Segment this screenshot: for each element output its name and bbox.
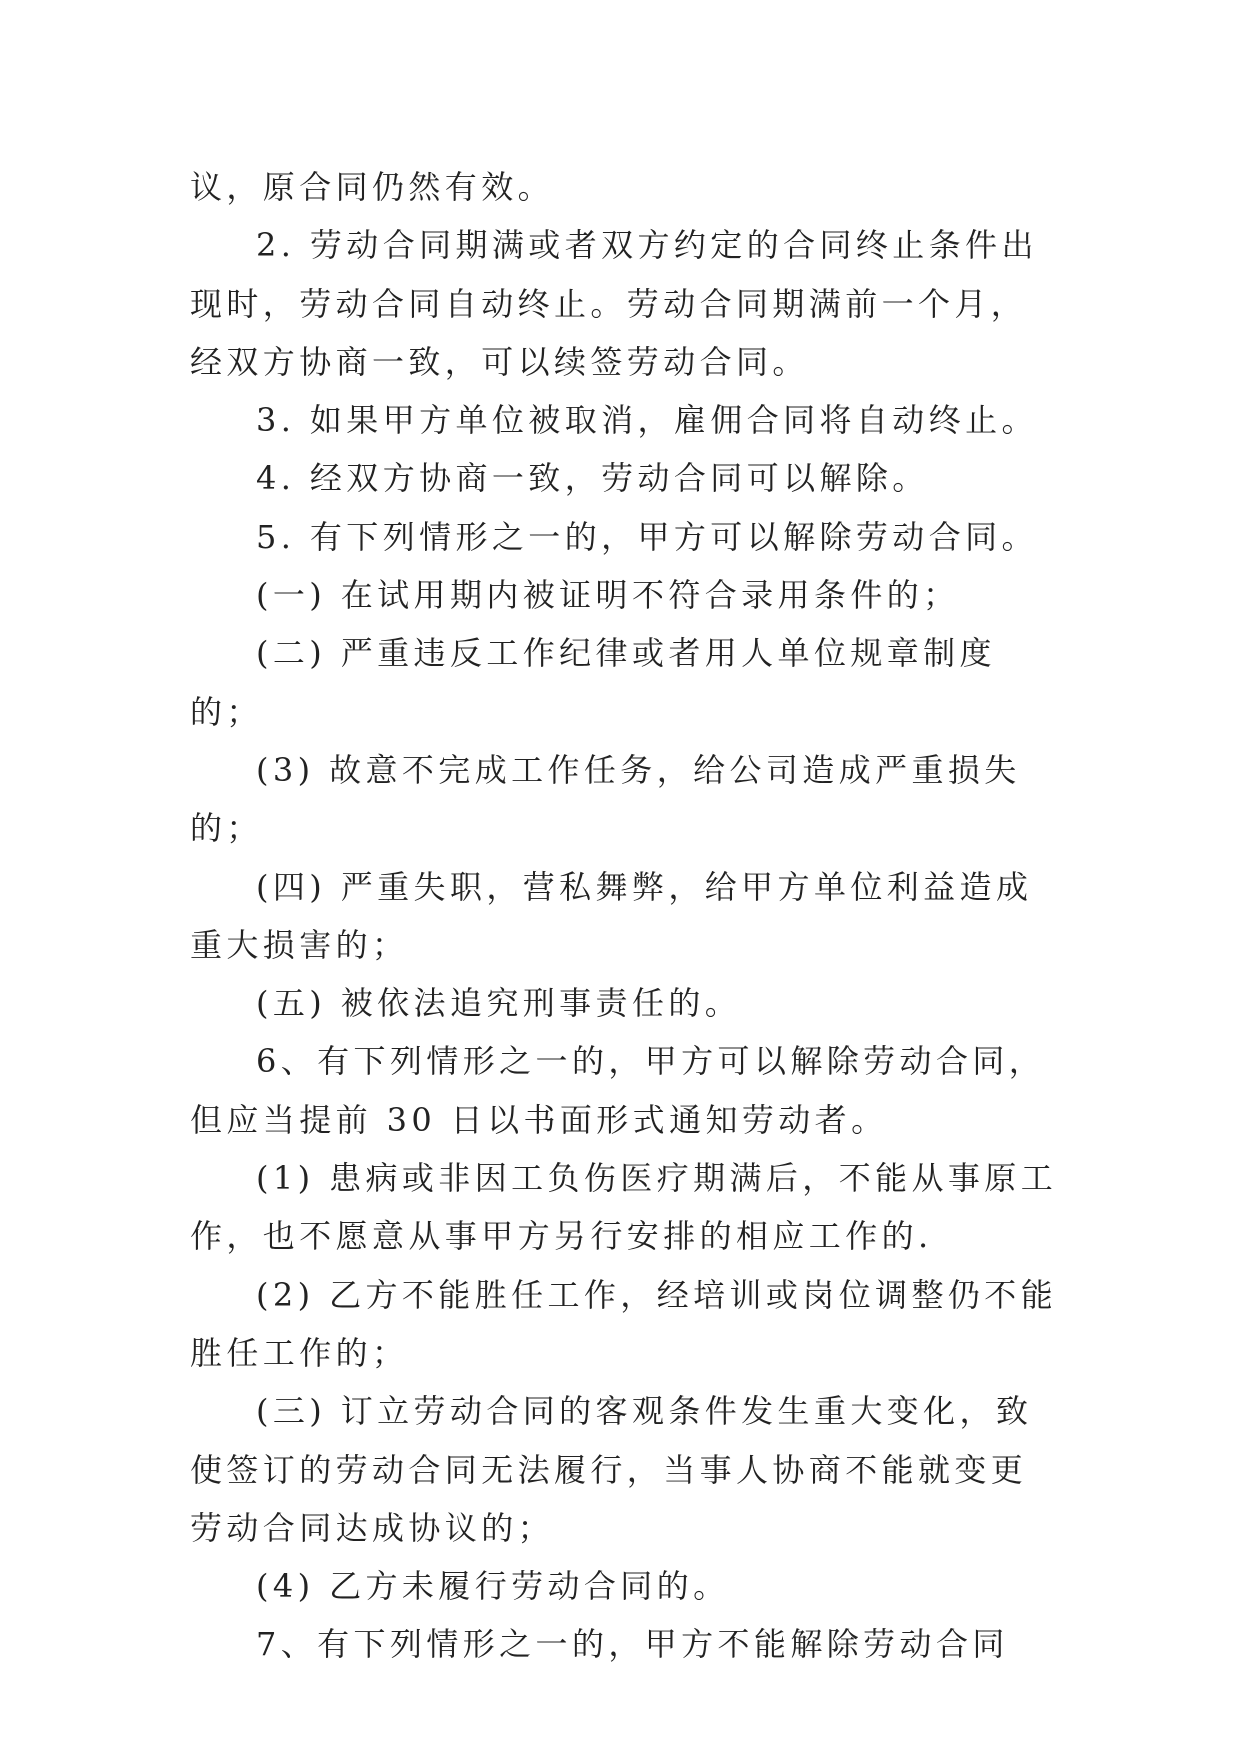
paragraph-item-5-3: (3) 故意不完成工作任务，给公司造成严重损失的； (190, 750, 1021, 848)
paragraph-item-6-3: (三) 订立劳动合同的客观条件发生重大变化，致使签订的劳动合同无法履行，当事人协商不能就变更劳动合同达成协议的； (190, 1392, 1033, 1547)
paragraph-item-6-1: (1) 患病或非因工负伤医疗期满后，不能从事原工作，也不愿意从事甲方另行安排的相应工作的. (190, 1159, 1058, 1256)
paragraph-item-6-2: (2) 乙方不能胜任工作，经培训或岗位调整仍不能胜任工作的； (190, 1275, 1058, 1372)
paragraph-clause-3: 3. 如果甲方单位被取消，雇佣合同将自动终止。 (256, 401, 1038, 440)
paragraph-clause-2: 2. 劳动合同期满或者双方约定的合同终止条件出现时，劳动合同自动终止。劳动合同期满前一个月，经双方协商一致，可以续签劳动合同。 (190, 226, 1038, 381)
paragraph-clause-5: 5. 有下列情形之一的，甲方可以解除劳动合同。 (256, 517, 1038, 556)
paragraph-item-5-5: (五) 被依法追究刑事责任的。 (256, 984, 742, 1023)
paragraph-item-5-4: (四) 严重失职，营私舞弊，给甲方单位利益造成重大损害的； (190, 867, 1033, 964)
paragraph-item-5-1: (一) 在试用期内被证明不符合录用条件的； (256, 576, 960, 615)
paragraph-item-5-2: (二) 严重违反工作纪律或者用人单位规章制度的； (190, 634, 996, 731)
document-body (190, 158, 1060, 1674)
paragraph-item-6-4: (4) 乙方未履行劳动合同的。 (256, 1567, 730, 1606)
paragraph-clause-4: 4. 经双方协商一致，劳动合同可以解除。 (256, 459, 929, 498)
paragraph-continuation: 议，原合同仍然有效。 (190, 168, 555, 206)
paragraph-clause-6: 6、有下列情形之一的，甲方可以解除劳动合同，但应当提前 30 日以书面形式通知劳动者。 (190, 1042, 1046, 1139)
paragraph-clause-7: 7、有下列情形之一的，甲方不能解除劳动合同 (256, 1625, 1009, 1664)
